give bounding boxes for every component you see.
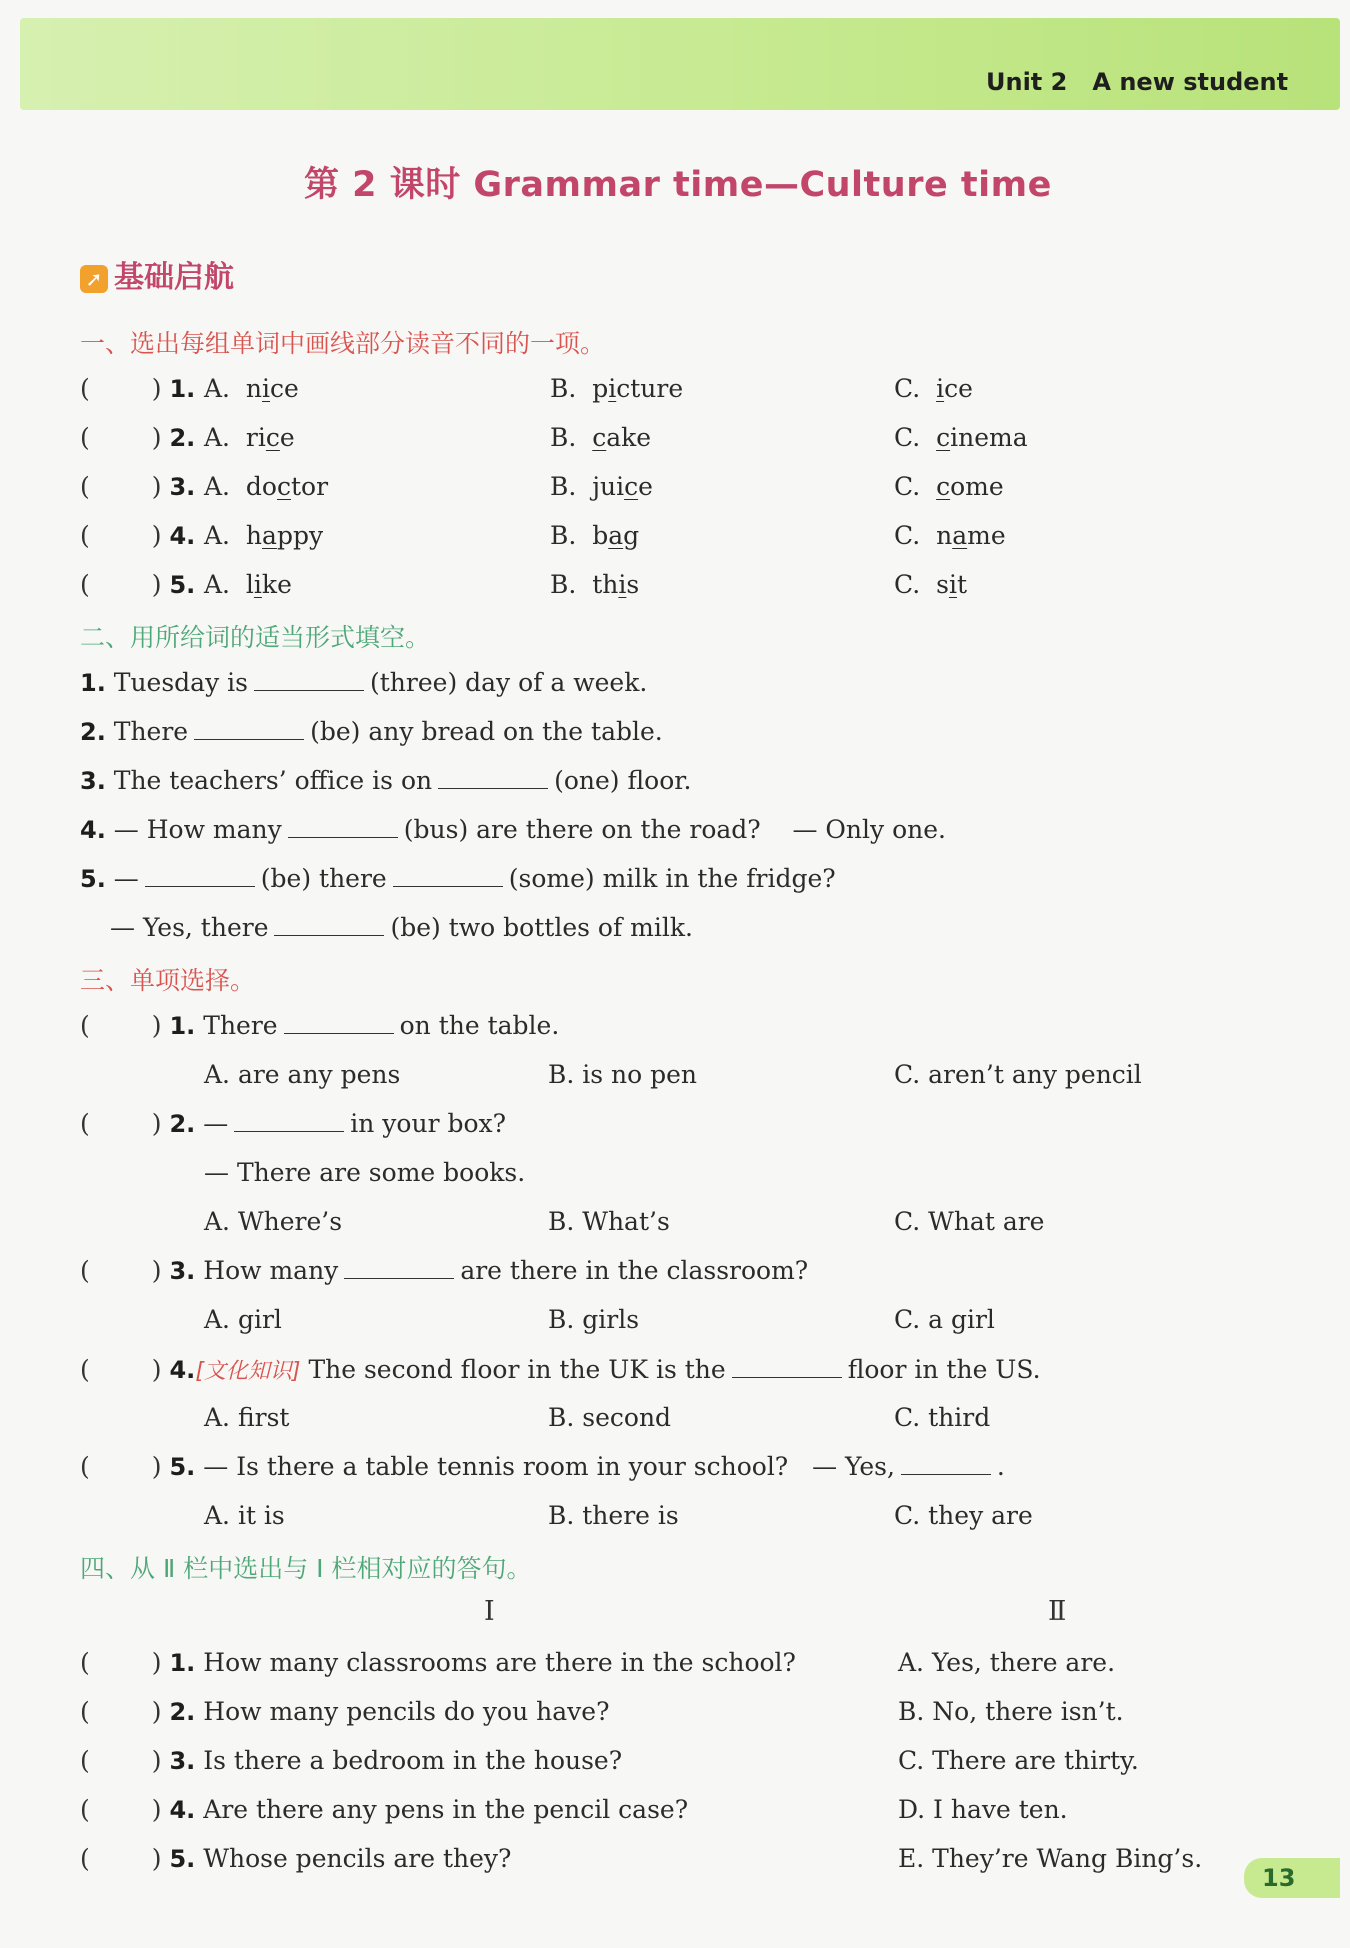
mc-question-4: ( ) 4.[文化知识] The second floor in the UK is the floor in the US.	[80, 1355, 1041, 1384]
option-b: B. is no pen	[548, 1060, 698, 1089]
match-answer: D. I have ten.	[898, 1795, 1068, 1824]
section-heading-2: 二、用所给词的适当形式填空。	[80, 623, 431, 652]
fill-line-4: 4. — How many (bus) are there on the road? — Only one.	[80, 815, 946, 844]
answer-blank[interactable]	[194, 719, 304, 740]
option-c: C. they are	[894, 1501, 1033, 1530]
option-b: B. there is	[548, 1501, 679, 1530]
answer-blank[interactable]	[393, 866, 503, 887]
option-c: C. What are	[894, 1207, 1045, 1236]
option-a: A. happy	[204, 521, 324, 550]
choice-row: ( ) 4.	[80, 521, 196, 550]
fill-line-3: 3. The teachers’ office is on (one) floor.	[80, 766, 692, 795]
column-one-label: Ⅰ	[484, 1596, 495, 1627]
option-a: A. are any pens	[204, 1060, 401, 1089]
fill-line-1: 1. Tuesday is (three) day of a week.	[80, 668, 648, 697]
fill-line-5: 5. — (be) there (some) milk in the fridge?	[80, 864, 836, 893]
option-c: C. a girl	[894, 1305, 995, 1334]
header-band	[20, 18, 1340, 110]
answer-blank[interactable]	[732, 1357, 842, 1378]
column-two-label: Ⅱ	[1048, 1596, 1067, 1627]
answer-blank[interactable]	[145, 866, 255, 887]
badge-text: 基础启航	[114, 260, 234, 295]
answer-blank[interactable]	[284, 1013, 394, 1034]
option-a: A. Where’s	[204, 1207, 343, 1236]
option-b: B. picture	[550, 374, 684, 403]
lesson-title: 第 2 课时 Grammar time—Culture time	[304, 165, 1052, 205]
answer-blank[interactable]	[234, 1111, 344, 1132]
option-c: C. cinema	[894, 423, 1028, 452]
match-answer: B. No, there isn’t.	[898, 1697, 1124, 1726]
option-b: B. What’s	[548, 1207, 670, 1236]
rocket-icon: ➚	[80, 265, 108, 293]
option-c: C. ice	[894, 374, 973, 403]
option-a: A. rice	[204, 423, 295, 452]
answer-blank[interactable]	[254, 670, 364, 691]
option-c: C. name	[894, 521, 1006, 550]
option-a: A. girl	[204, 1305, 282, 1334]
option-c: C. come	[894, 472, 1004, 501]
option-a: A. doctor	[204, 472, 329, 501]
section-badge	[80, 252, 234, 296]
choice-row: ( ) 5.	[80, 570, 196, 599]
option-a: A. first	[204, 1403, 290, 1432]
match-row: ( ) 5. Whose pencils are they?	[80, 1844, 512, 1873]
match-row: ( ) 2. How many pencils do you have?	[80, 1697, 610, 1726]
page-number: 13	[1244, 1858, 1340, 1898]
section-heading-3: 三、单项选择。	[80, 966, 256, 995]
fill-line-2: 2. There (be) any bread on the table.	[80, 717, 663, 746]
option-a: A. like	[204, 570, 292, 599]
match-row: ( ) 4. Are there any pens in the pencil case?	[80, 1795, 689, 1824]
option-a: A. nice	[204, 374, 299, 403]
choice-row: ( ) 3.	[80, 472, 196, 501]
option-c: C. sit	[894, 570, 967, 599]
option-b: B. cake	[550, 423, 652, 452]
match-answer: C. There are thirty.	[898, 1746, 1139, 1775]
mc-question-2: ( ) 2. — in your box?	[80, 1109, 507, 1138]
match-answer: A. Yes, there are.	[898, 1648, 1116, 1677]
answer-blank[interactable]	[344, 1258, 454, 1279]
answer-blank[interactable]	[274, 915, 384, 936]
option-c: C. aren’t any pencil	[894, 1060, 1142, 1089]
unit-title: A new student	[1092, 68, 1289, 96]
unit-label	[986, 68, 1288, 96]
fill-line-6: — Yes, there (be) two bottles of milk.	[110, 913, 693, 942]
choice-row: ( ) 2.	[80, 423, 196, 452]
mc-question-5: ( ) 5. — Is there a table tennis room in your school? — Yes, .	[80, 1452, 1005, 1481]
option-b: B. juice	[550, 472, 653, 501]
option-c: C. third	[894, 1403, 991, 1432]
unit-number: Unit 2	[986, 68, 1068, 96]
dialogue-line: — There are some books.	[204, 1158, 526, 1187]
option-b: B. bag	[550, 521, 640, 550]
match-answer: E. They’re Wang Bing’s.	[898, 1844, 1203, 1873]
answer-blank[interactable]	[288, 817, 398, 838]
mc-question-3: ( ) 3. How many are there in the classroom?	[80, 1256, 809, 1285]
match-row: ( ) 3. Is there a bedroom in the house?	[80, 1746, 623, 1775]
match-row: ( ) 1. How many classrooms are there in the school?	[80, 1648, 796, 1677]
answer-blank[interactable]	[438, 768, 548, 789]
option-b: B. girls	[548, 1305, 640, 1334]
section-heading-1: 一、选出每组单词中画线部分读音不同的一项。	[80, 329, 606, 358]
mc-question-1: ( ) 1. There on the table.	[80, 1011, 560, 1040]
section-heading-4: 四、从 Ⅱ 栏中选出与 Ⅰ 栏相对应的答句。	[80, 1554, 532, 1583]
answer-blank[interactable]	[901, 1454, 991, 1475]
culture-tag: [文化知识]	[195, 1359, 301, 1384]
option-b: B. second	[548, 1403, 672, 1432]
option-a: A. it is	[204, 1501, 285, 1530]
option-b: B. this	[550, 570, 640, 599]
choice-row: ( ) 1.	[80, 374, 196, 403]
